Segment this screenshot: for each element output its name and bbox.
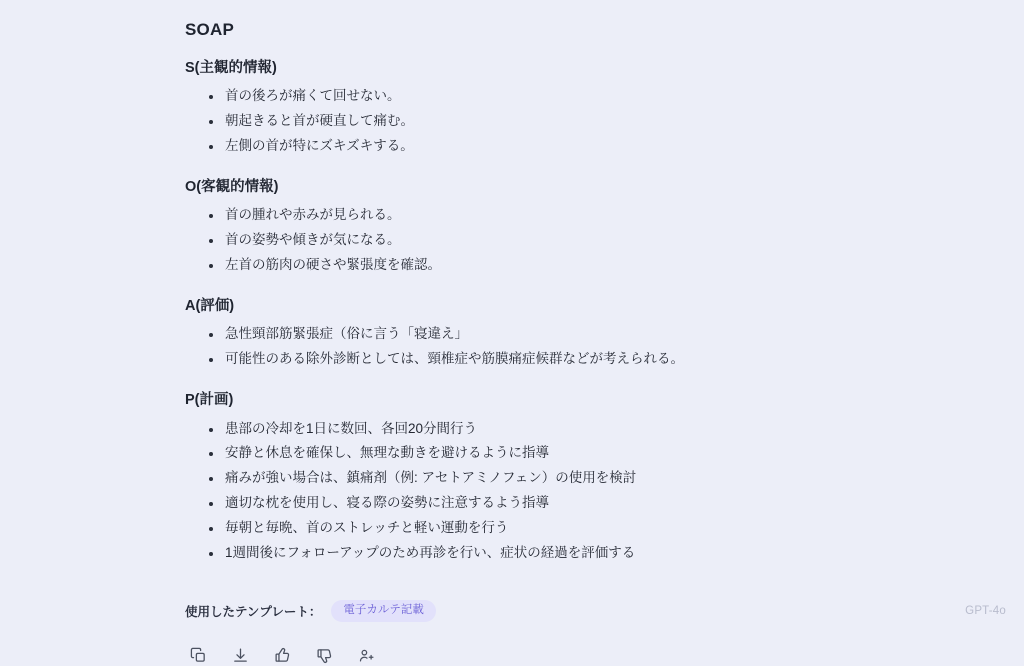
list-item: 患部の冷却を1日に数回、各回20分間行う <box>201 417 885 442</box>
list-item: 左側の首が特にズキズキする。 <box>201 134 885 159</box>
list-item: 急性頸部筋緊張症（俗に言う「寝違え」 <box>201 322 885 347</box>
section-subjective <box>185 58 885 159</box>
bullet-list <box>185 417 885 567</box>
message-content <box>185 12 885 666</box>
thumbs-up-icon[interactable] <box>271 644 293 666</box>
thumbs-down-icon[interactable] <box>313 644 335 666</box>
copy-icon[interactable] <box>187 644 209 666</box>
section-heading: O(客観的情報) <box>185 179 279 196</box>
share-icon[interactable] <box>355 644 377 666</box>
section-plan <box>185 390 885 566</box>
model-label: GPT-4o <box>965 605 1006 617</box>
message-actions-toolbar <box>185 644 885 666</box>
list-item: 適切な枕を使用し、寝る際の姿勢に注意するよう指導 <box>201 491 885 516</box>
page-title: SOAP <box>185 20 234 39</box>
bullet-list <box>185 84 885 159</box>
download-icon[interactable] <box>229 644 251 666</box>
bullet-list <box>185 203 885 278</box>
bullet-list <box>185 322 885 372</box>
template-used-label: 使用したテンプレート： <box>185 605 322 620</box>
section-heading: A(評価) <box>185 298 235 315</box>
section-assessment <box>185 296 885 372</box>
list-item: 首の姿勢や傾きが気になる。 <box>201 228 885 253</box>
section-heading: S(主観的情報) <box>185 60 277 76</box>
list-item: 可能性のある除外診断としては、頸椎症や筋膜痛症候群などが考えられる。 <box>201 347 885 372</box>
list-item: 安静と休息を確保し、無理な動きを避けるように指導 <box>201 441 885 466</box>
list-item: 毎朝と毎晩、首のストレッチと軽い運動を行う <box>201 516 885 541</box>
list-item: 痛みが強い場合は、鎮痛剤（例: アセトアミノフェン）の使用を検討 <box>201 466 885 491</box>
list-item: 左首の筋肉の硬さや緊張度を確認。 <box>201 253 885 278</box>
template-badge[interactable]: 電子カルテ記載 <box>331 600 436 622</box>
template-used-row <box>185 600 885 622</box>
section-objective <box>185 177 885 278</box>
list-item: 首の腫れや赤みが見られる。 <box>201 203 885 228</box>
section-heading: P(計画) <box>185 392 234 409</box>
list-item: 首の後ろが痛くて回せない。 <box>201 84 885 109</box>
list-item: 1週間後にフォローアップのため再診を行い、症状の経過を評価する <box>201 541 885 566</box>
list-item: 朝起きると首が硬直して痛む。 <box>201 109 885 134</box>
